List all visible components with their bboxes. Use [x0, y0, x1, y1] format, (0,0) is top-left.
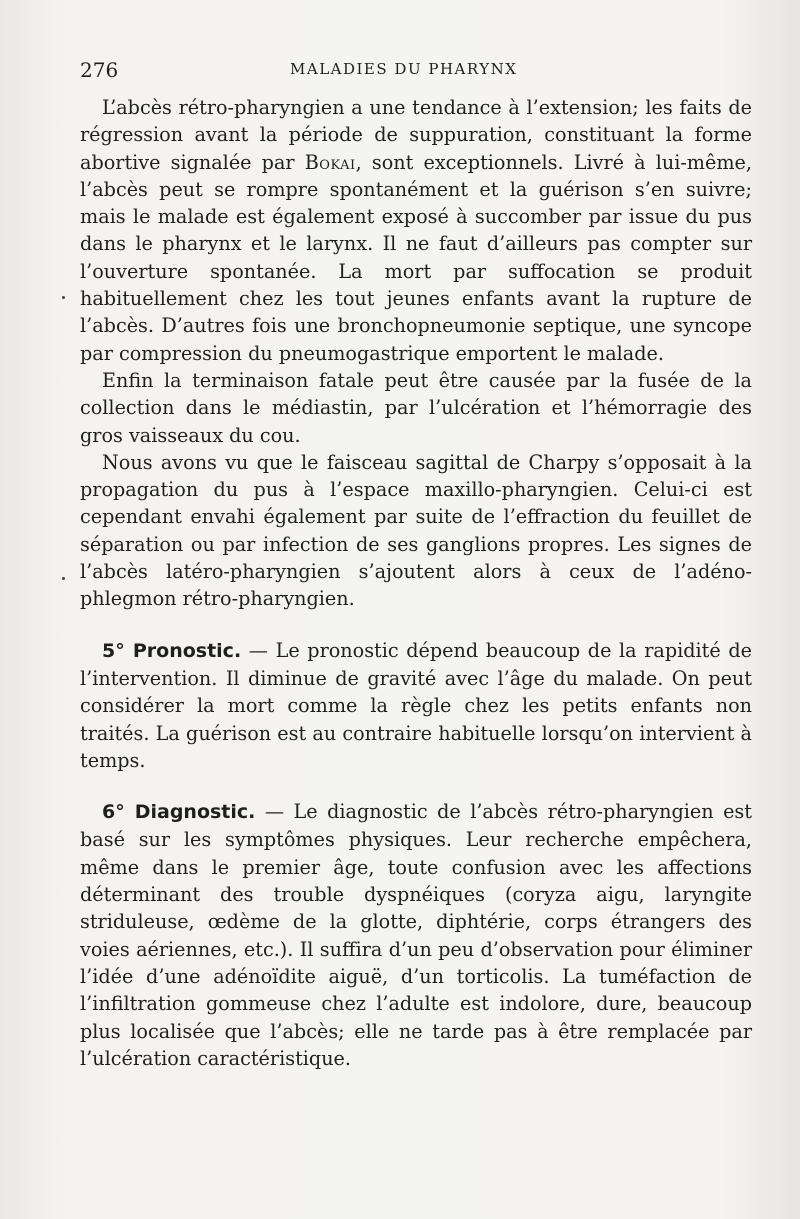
paragraph-fatal-outcome: Enfin la terminaison fatale peut être causée par la fusée de la collection dans le médiastin, par l’ulcération et l’hémorragie des gros vaisseaux du cou. [80, 368, 752, 447]
section-diagnostic [80, 798, 752, 1072]
paragraph-evolution [80, 94, 752, 367]
section-text: — Le pronostic dépend beaucoup de la rapidité de l’intervention. Il diminue de gravité avec l’âge du malade. On peut considérer la mort comme la règle chez les petits enfants non traités. La guérison est au contraire habituelle lorsqu’on intervient à temps. [80, 638, 752, 772]
section-heading: 5° Pronostic. [102, 639, 242, 662]
running-head [80, 52, 752, 92]
paragraph-text: L’abcès rétro-pharyngien a une tendance à l’extension; les faits de régression avant la période de suppuration, constituant la forme abortive signalée par [80, 96, 752, 174]
running-title: MALADIES DU PHARYNX [290, 60, 518, 78]
paragraph-propagation: Nous avons vu que le faisceau sagittal de Charpy s’opposait à la propagation du pus à l’espace maxillo-pharyngien. Celui-ci est cependant envahi également par suite de l’effraction du feuillet de séparation ou par infection de ses ganglions propres. Les signes de l’abcès latéro-pharyngien s’ajoutent alors à ceux de l’adéno-phlegmon rétro-pharyngien. [80, 450, 752, 611]
section-heading: 6° Diagnostic. [102, 801, 256, 824]
margin-mark [62, 577, 65, 580]
author-name: Bokai [304, 150, 356, 174]
section-pronostic [80, 637, 752, 774]
body-text [80, 94, 752, 1072]
section-text: — Le diagnostic de l’abcès rétro-pharyngien est basé sur les symptômes physiques. Leur recherche empêchera, même dans le premier âge, toute confusion avec les affections déterminant des trouble dyspnéiques (coryza aigu, laryngite striduleuse, œdème de la glotte, diphtérie, corps étrangers des voies aériennes, etc.). Il suffira d’un peu d’observation pour éliminer l’idée d’une adénoïdite aiguë, d’un torticolis. La tuméfaction de l’infiltration gommeuse chez l’adulte est indolore, dure, beaucoup plus localisée que l’abcès; elle ne tarde pas à être remplacée par l’ulcération caractéristique. [80, 800, 752, 1070]
paragraph-text: , sont exceptionnels. Livré à lui-même, l’abcès peut se rompre spontanément et la guérison s’en suivre; mais le malade est également exposé à succomber par issue du pus dans le pharynx et le larynx. Il ne faut d’ailleurs pas compter sur l’ouverture spontanée. La mort par suffocation se produit habituellement chez les tout jeunes enfants avant la rupture de l’abcès. D’autres fois une bronchopneumonie septique, une syncope par compression du pneumogastrique emportent le malade. [80, 150, 753, 365]
margin-mark [62, 296, 65, 299]
page-number: 276 [80, 58, 119, 82]
